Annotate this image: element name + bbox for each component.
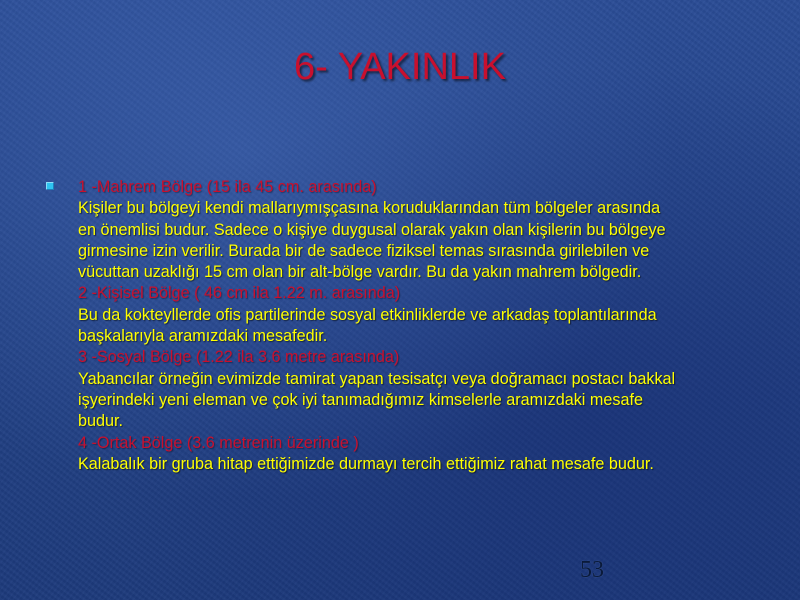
zone-heading-social: 3 -Sosyal Bölge (1.22 ila 3.6 metre arasında) xyxy=(78,348,400,367)
zone-description-line: vücuttan uzaklığı 15 cm olan bir alt-bölge vardır. Bu da yakın mahrem bölgedir. xyxy=(78,263,642,282)
zone-description-line: en önemlisi budur. Sadece o kişiye duygusal olarak yakın olan kişilerin bu bölgeye xyxy=(78,220,666,239)
zone-description-line: Bu da kokteyllerde ofis partilerinde sosyal etkinliklerde ve arkadaş toplantılarında xyxy=(78,305,657,324)
page-number: 53 xyxy=(580,557,604,583)
zone-description-line: Kişiler bu bölgeyi kendi mallarıymışçasına koruduklarından tüm bölgeler arasında xyxy=(78,199,661,218)
zone-description-line: işyerindeki yeni eleman ve çok iyi tanımadığımız kimselerle aramızdaki mesafe xyxy=(78,390,643,409)
zone-heading-personal: 2 -Kişisel Bölge ( 46 cm ila 1.22 m. arasında) xyxy=(78,284,401,303)
zone-description-line: Yabancılar örneğin evimizde tamirat yapan tesisatçı veya doğramacı postacı bakkal xyxy=(78,369,676,388)
slide-title: 6- YAKINLIK xyxy=(294,46,506,88)
square-bullet-icon xyxy=(46,182,54,190)
zone-heading-intimate: 1 -Mahrem Bölge (15 ila 45 cm. arasında) xyxy=(78,178,377,196)
zone-description-line: girmesine izin verilir. Burada bir de sadece fiziksel temas sırasında girilebilen ve xyxy=(78,241,650,260)
zone-description-line: budur. xyxy=(78,412,124,431)
zone-heading-public: 4 -Ortak Bölge (3.6 metrenin üzerinde ) xyxy=(78,433,359,452)
bullet-list xyxy=(46,177,761,475)
zone-description-line: Kalabalık bir gruba hitap ettiğimizde durmayı tercih ettiğimiz rahat mesafe budur. xyxy=(78,454,654,473)
zone-description-line: başkalarıyla aramızdaki mesafedir. xyxy=(78,327,328,346)
bullet-item xyxy=(78,177,761,475)
